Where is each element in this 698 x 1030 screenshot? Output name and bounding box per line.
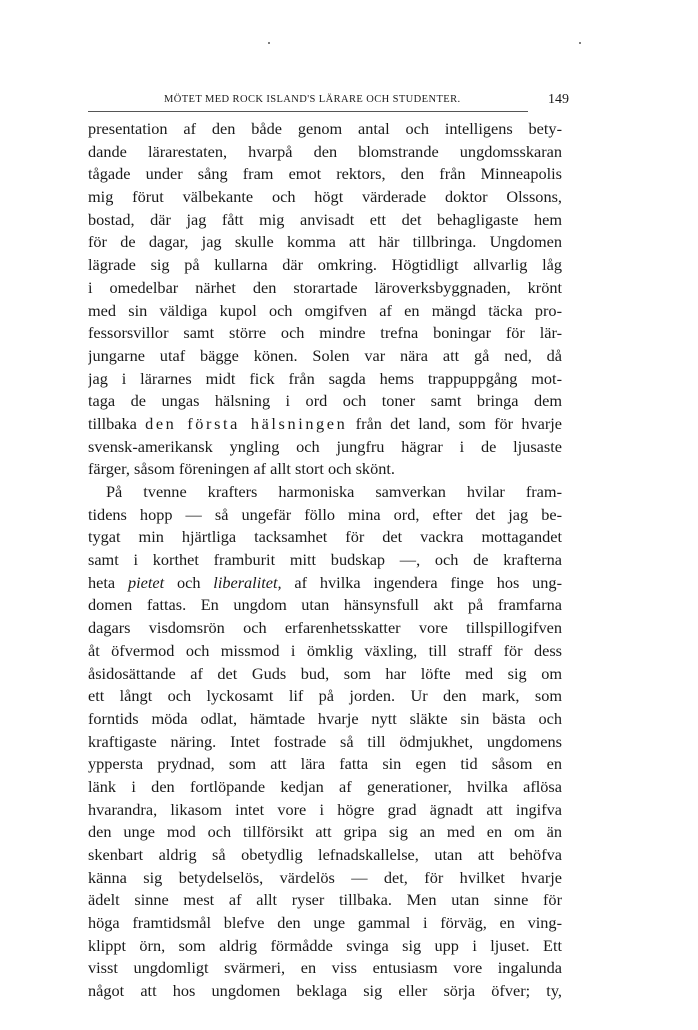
line-text: höga framtidsmål blefve den unge gammal i förväg, en ving- (88, 913, 562, 933)
line-text: presentation af den både genom antal och intelligens bety- (88, 119, 562, 138)
line-text: hvarandra, likasom intet vore i högre grad ägnadt att ingifva (88, 799, 562, 819)
line-text: visst ungdomligt svärmeri, en viss entusiasm vore ingalunda (88, 958, 562, 978)
line-text: svensk-amerikansk yngling och jungfru hägrar i de ljusaste (88, 436, 562, 456)
line-text: fessorsvillor samt större och mindre trefna boningar för lär- (88, 323, 562, 343)
line-text: tidens hopp — så ungefär föllo mina ord, efter det jag be- (88, 504, 562, 524)
text-line (88, 254, 562, 277)
text-line (88, 572, 562, 595)
line-text: känna sig betydelselös, värdelös — det, för hvilket hvarje (88, 867, 562, 887)
line-text: från det land, som för hvarje (347, 413, 562, 433)
text-line (88, 935, 562, 958)
body-text (88, 118, 562, 1003)
italic-emphasis: liberalitet, (213, 572, 282, 592)
line-text: och (164, 572, 214, 592)
letterspaced-emphasis: den första hälsningen (145, 413, 348, 433)
line-text: skenbart aldrig så obetydlig lefnadskallelse, utan att behöfva (88, 845, 562, 864)
line-text: yppersta prydnad, som att lära fatta sin egen tid såsom en (88, 754, 562, 774)
line-text: dagars visdomsrön och erfarenhetsskatter vore tillspillogifven (88, 618, 562, 638)
line-text: mig förut välbekante och högt värderade doktor Olssons, (88, 187, 562, 207)
text-line (88, 458, 562, 481)
text-line (88, 163, 562, 186)
line-text: åt öfvermod och missmod i ömklig växling, till straff för dess (88, 640, 562, 660)
line-text: tygat min hjärtliga tacksamhet för det vackra mottagandet (88, 527, 562, 547)
line-text: På tvenne krafters harmoniska samverkan hvilar fram- (106, 482, 562, 501)
text-line (88, 980, 562, 1003)
print-speck (579, 42, 581, 44)
text-line (88, 141, 562, 164)
line-text: forntids möda odlat, hämtade hvarje nytt släkte sin bästa och (88, 708, 562, 728)
header-rule (88, 111, 528, 112)
line-text: åsidosättande af det Guds bud, som har löfte med sig om (88, 663, 562, 683)
page-number: 149 (548, 92, 569, 107)
line-text: klippt örn, som aldrig förmådde svinga sig upp i ljuset. Ett (88, 935, 562, 955)
line-text: domen fattas. En ungdom utan hänsynsfull akt på framfarna (88, 595, 562, 615)
running-head: MÖTET MED ROCK ISLAND'S LÄRARE OCH STUDENTER. (164, 94, 461, 105)
line-text: lägrade sig på kullarna där omkring. Högtidligt allvarlig låg (88, 255, 562, 275)
text-line (88, 118, 562, 141)
text-line (88, 594, 562, 617)
line-text: taga de ungas hälsning i ord och toner samt bringa dem (88, 391, 562, 411)
line-text: färger, såsom föreningen af allt stort och skönt. (88, 459, 395, 479)
line-text: länk i den fortlöpande kedjan af generationer, hvilka aflösa (88, 776, 562, 796)
line-text: dande lärarestaten, hvarpå den blomstrande ungdomsskaran (88, 141, 562, 161)
text-line (88, 889, 562, 912)
italic-emphasis: pietet (127, 572, 165, 592)
line-text: bostad, där jag fått mig anvisadt ett det behagligaste hem (88, 209, 562, 229)
text-line (88, 277, 562, 300)
line-text: i omedelbar närhet den storartade läroverksbyggnaden, krönt (88, 277, 562, 297)
text-line (88, 209, 562, 232)
print-speck (268, 42, 270, 44)
text-line (88, 413, 562, 436)
text-line (88, 867, 562, 890)
text-line (88, 300, 562, 323)
text-line (88, 912, 562, 935)
text-line (88, 776, 562, 799)
text-line (88, 663, 562, 686)
text-line (88, 617, 562, 640)
line-text: jag i lärarnes midt fick från sagda hems trappuppgång mot- (88, 368, 562, 388)
text-line (88, 821, 562, 844)
text-line (88, 753, 562, 776)
line-text: kraftigaste näring. Intet fostrade så till ödmjukhet, ungdomens (88, 731, 562, 751)
line-text: något att hos ungdomen beklaga sig eller sörja öfver; ty, (88, 981, 562, 1001)
line-text: heta (88, 572, 128, 592)
text-line (88, 322, 562, 345)
line-text: samt i korthet framburit mitt budskap —, och de krafterna (88, 550, 562, 570)
line-text: jungarne utaf bägge könen. Solen var nära att gå ned, då (88, 345, 562, 365)
page-header (88, 92, 593, 114)
text-line (88, 390, 562, 413)
line-text: ett långt och lyckosamt lif på jorden. Ur den mark, som (88, 686, 562, 706)
text-line (88, 481, 562, 504)
line-text: för de dagar, jag skulle komma att här tillbringa. Ungdomen (88, 232, 562, 252)
text-line (88, 436, 562, 459)
line-text: den unge mod och tillförsikt att gripa sig an med en om än (88, 822, 562, 842)
text-line (88, 504, 562, 527)
text-line (88, 844, 562, 867)
text-line (88, 231, 562, 254)
text-line (88, 799, 562, 822)
text-line (88, 186, 562, 209)
text-line (88, 549, 562, 572)
text-line (88, 731, 562, 754)
text-line (88, 685, 562, 708)
line-text: tågade under sång fram emot rektors, den från Minneapolis (88, 164, 562, 184)
text-line (88, 368, 562, 391)
text-line (88, 640, 562, 663)
text-line (88, 526, 562, 549)
line-text: med sin väldiga kupol och omgifven af en mängd täcka pro- (88, 300, 562, 320)
line-text: af hvilka ingendera finge hos ung- (281, 572, 562, 592)
text-line (88, 957, 562, 980)
text-line (88, 708, 562, 731)
line-text: tillbaka (88, 413, 146, 433)
line-text: ädelt sinne mest af allt ryser tillbaka. Men utan sinne för (88, 890, 562, 910)
text-line (88, 345, 562, 368)
